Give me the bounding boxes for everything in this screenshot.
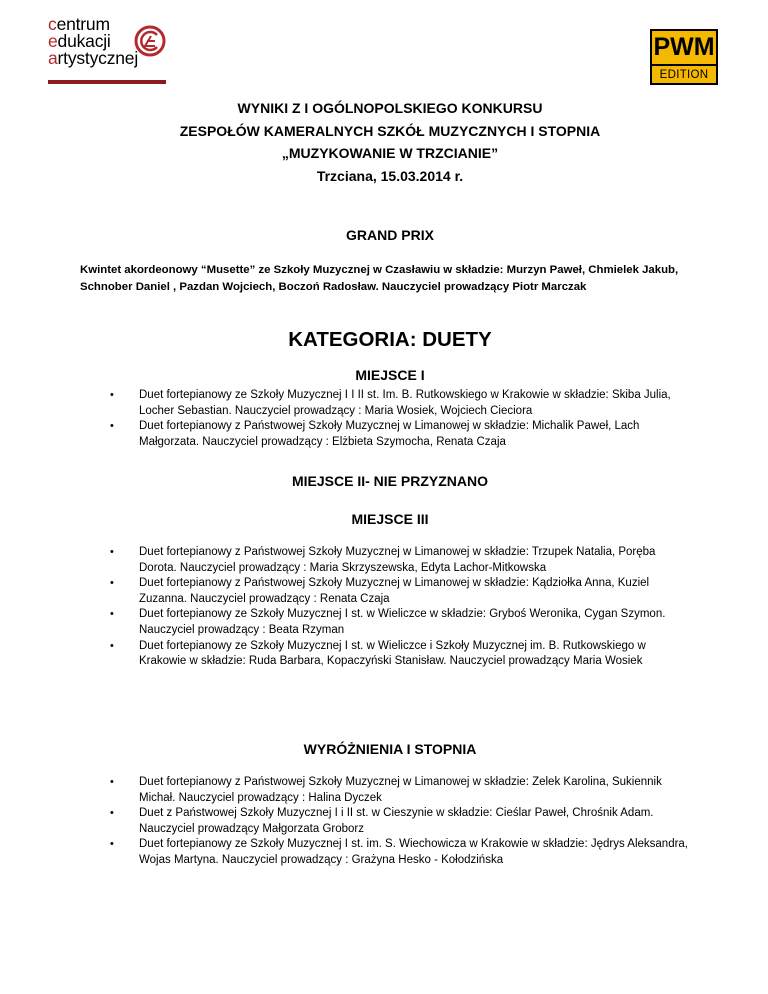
logo-bar bbox=[48, 80, 166, 84]
grand-prix-text: Kwintet akordeonowy “Musette” ze Szkoły Muzycznej w Czasławiu w składzie: Murzyn Paweł, Chmielek Jakub, Schnober Daniel , Pazdan Wojciech, Boczoń Radosław. Nauczyciel prowadzący Piotr Marczak bbox=[80, 264, 679, 293]
list-item: • Duet fortepianowy z Państwowej Szkoły Muzycznej w Limanowej w składzie: Zelek Karolina, Sukiennik Michał. Nauczyciel prowadzący : Halina Dyczek bbox=[110, 776, 662, 804]
logo-line-3: artystycznej bbox=[48, 48, 139, 68]
list-item: • Duet fortepianowy z Państwowej Szkoły Muzycznej w Limanowej w składzie: Trzupek Natalia, Poręba Dorota. Nauczyciel prowadzący : Maria Skrzyszewska, Edyta Lachor-Mitkowska bbox=[110, 546, 656, 574]
list-item: • Duet fortepianowy z Państwowej Szkoły Muzycznej w Limanowej w składzie: Michalik Paweł, Lach Małgorzata. Nauczyciel prowadzący : Elżbieta Szymocha, Renata Czaja bbox=[110, 420, 640, 448]
cea-mark-icon bbox=[133, 24, 167, 58]
grand-prix-heading: GRAND PRIX bbox=[346, 227, 434, 243]
miejsce-3-list bbox=[104, 545, 696, 670]
miejsce-1-list bbox=[104, 388, 696, 450]
miejsce-1-heading: MIEJSCE I bbox=[355, 367, 425, 383]
title-date: Trzciana, 15.03.2014 r. bbox=[316, 167, 464, 184]
list-item: • Duet fortepianowy ze Szkoły Muzycznej I st. w Wieliczce w składzie: Gryboś Weronika, Cygan Szymon. Nauczyciel prowadzący : Beata Rzyman bbox=[110, 608, 666, 636]
list-item: • Duet fortepianowy ze Szkoły Muzycznej I I II st. Im. B. Rutkowskiego w Krakowie w składzie: Skiba Julia, Locher Sebastian. Nauczyciel prowadzący : Maria Wosiek, Wojciech Cieciora bbox=[110, 389, 671, 417]
document-title bbox=[80, 97, 700, 187]
logo-line-1: centrum bbox=[48, 14, 110, 34]
list-item: • Duet z Państwowej Szkoły Muzycznej I i II st. w Cieszynie w składzie: Cieślar Paweł, Chrośnik Adam. Nauczyciel prowadzący Małgorzata Groborz bbox=[110, 807, 654, 835]
pwm-logo bbox=[650, 29, 718, 85]
miejsce-3-heading: MIEJSCE III bbox=[351, 511, 429, 527]
list-item: • Duet fortepianowy ze Szkoły Muzycznej I st. w Wieliczce i Szkoły Muzycznej im. B. Rutkowskiego w Krakowie w składzie: Ruda Barbara, Kopaczyński Stanisław. Nauczyciel prowadzący Maria Wosiek bbox=[110, 639, 646, 668]
title-line-2: ZESPOŁÓW KAMERALNYCH SZKÓŁ MUZYCZNYCH I STOPNIA bbox=[179, 122, 601, 139]
logo-line-2: edukacji bbox=[48, 31, 111, 51]
pwm-text: PWM bbox=[653, 33, 715, 61]
miejsce-2-heading: MIEJSCE II- NIE PRZYZNANO bbox=[291, 473, 489, 489]
list-item: • Duet fortepianowy ze Szkoły Muzycznej I st. im. S. Wiechowicza w Krakowie w składzie: Jędrys Aleksandra, Wojas Martyna. Nauczyciel prowadzący : Grażyna Hesko - Kołodzińska bbox=[110, 838, 689, 866]
wyroznienia-list bbox=[104, 775, 696, 869]
title-line-3: „MUZYKOWANIE W TRZCIANIE” bbox=[281, 145, 499, 161]
wyroznienia-heading: WYRÓŻNIENIA I STOPNIA bbox=[303, 741, 477, 757]
pwm-edition-text: EDITION bbox=[652, 64, 716, 85]
list-item: • Duet fortepianowy z Państwowej Szkoły Muzycznej w Limanowej w składzie: Kądziołka Anna, Kuziel Zuzanna. Nauczyciel prowadzący : Renata Czaja bbox=[110, 577, 650, 605]
cea-logo bbox=[48, 16, 166, 82]
category-heading: KATEGORIA: DUETY bbox=[288, 328, 492, 351]
title-line-1: WYNIKI Z I OGÓLNOPOLSKIEGO KONKURSU bbox=[237, 100, 543, 116]
